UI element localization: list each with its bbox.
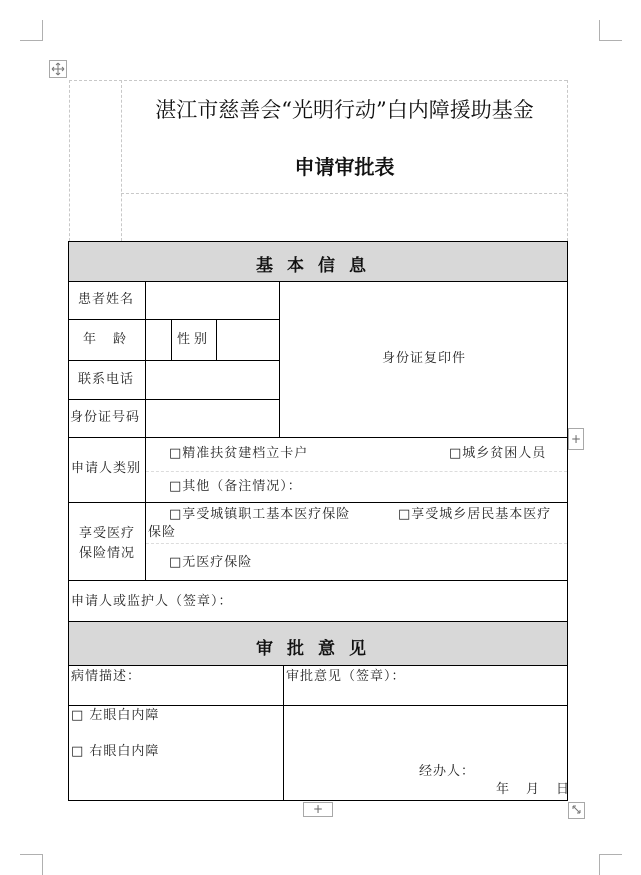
condition-description-label: 病情描述： [71, 669, 142, 684]
category-option-other[interactable]: □其他（备注情况）： [169, 479, 302, 494]
title-dashed-top [69, 80, 567, 81]
date-label: 年 月 日 [496, 782, 572, 797]
applicant-signature-label: 申请人或监护人（签章）： [71, 594, 233, 609]
title-dashed-left [69, 80, 70, 241]
add-column-button[interactable]: + [568, 428, 584, 450]
right-eye-cataract-option[interactable]: □ 右眼白内障 [71, 744, 160, 759]
insurance-option-resident-cont: 保险 [148, 525, 177, 540]
handler-label: 经办人： [419, 764, 476, 779]
add-row-button[interactable]: + [303, 802, 333, 817]
crop-mark-top-right [599, 20, 622, 41]
crop-mark-bottom-left [20, 854, 43, 875]
crop-mark-bottom-right [599, 854, 622, 875]
applicant-category-label: 申请人类别 [71, 461, 142, 476]
table-move-icon[interactable] [49, 60, 67, 78]
age-label: 年 龄 [83, 332, 129, 347]
approval-opinion-label: 审批意见（签章）： [286, 669, 406, 684]
insurance-option-none[interactable]: □无医疗保险 [169, 555, 253, 570]
insurance-label-line1: 享受医疗 [79, 526, 136, 541]
crop-mark-top-left [20, 20, 43, 41]
insurance-option-urban-employee[interactable]: □享受城镇职工基本医疗保险 [169, 507, 351, 522]
title-dashed-mid [121, 193, 567, 194]
id-number-label: 身份证号码 [70, 410, 141, 425]
gender-label: 性别 [177, 332, 212, 347]
phone-label: 联系电话 [78, 372, 135, 387]
resize-table-icon[interactable] [568, 802, 585, 819]
title-dashed-right [567, 80, 568, 241]
form-subtitle: 申请审批表 [294, 155, 395, 179]
category-option-urban-rural-poor[interactable]: □城乡贫困人员 [449, 446, 547, 461]
insurance-option-resident[interactable]: □享受城乡居民基本医疗 [398, 507, 552, 522]
left-eye-cataract-option[interactable]: □ 左眼白内障 [71, 708, 160, 723]
form-title: 湛江市慈善会“光明行动”白内障援助基金 [155, 98, 534, 122]
insurance-label-line2: 保险情况 [79, 546, 136, 561]
approval-header: 审批意见 [69, 622, 567, 665]
patient-name-label: 患者姓名 [78, 292, 135, 307]
id-copy-label: 身份证复印件 [382, 351, 467, 366]
category-option-poverty[interactable]: □精准扶贫建档立卡户 [169, 446, 309, 461]
basic-info-header: 基本信息 [69, 241, 567, 281]
